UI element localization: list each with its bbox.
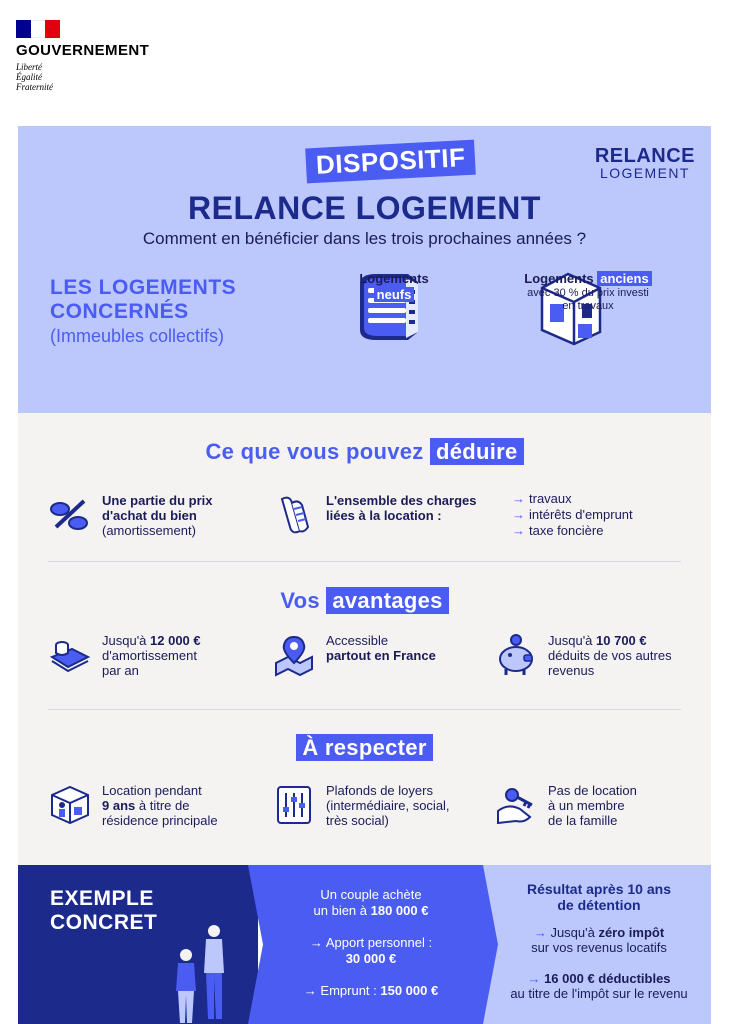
logements-anciens: Logements anciens avec 30 % du prix investi en travaux [498,271,678,313]
resultat-deductibles: → 16 000 € déductibles au titre de l'impôt sur le revenu [510,971,688,1001]
hero-panel [18,126,711,413]
map-pin-icon [272,633,316,677]
deduire-item-amortissement: Une partie du prix d'achat du bien (amortissement) [48,493,213,538]
french-flag-icon [16,20,60,38]
list-item: → travaux [512,491,572,506]
respecter-famille: Pas de location à un membre de la famille [494,783,637,828]
section-title-avantages: Vos avantages [18,588,711,614]
government-name: GOUVERNEMENT [16,42,150,59]
room-icon [48,783,92,827]
divider [48,709,681,710]
logements-concernes-heading: LES LOGEMENTS CONCERNÉS (Immeubles collectifs) [50,276,237,346]
details-panel [18,413,711,865]
avantage-amortissement: Jusqu'à 12 000 € d'amortissement par an [48,633,201,678]
list-item: → intérêts d'emprunt [512,507,633,522]
exemple-apport: → Apport personnel : 30 000 € [309,935,433,966]
republic-motto: Liberté Égalité Fraternité [16,62,53,92]
dispositif-tag: DISPOSITIF [305,140,476,184]
avantage-deduction: Jusqu'à 10 700 € déduits de vos autres revenus [494,633,672,678]
piggy-bank-icon [494,633,538,677]
respecter-duree: Location pendant 9 ans à titre de résidence principale [48,783,218,828]
section-title-respecter: À respecter [18,735,711,761]
list-item: → taxe foncière [512,523,604,538]
hand-key-icon [494,783,538,827]
charges-list [512,491,633,539]
resultat-title: Résultat après 10 ans de détention [527,881,671,913]
divider [48,561,681,562]
deduire-item-charges: L'ensemble des charges liées à la location : [272,493,477,537]
section-title-deduire: Ce que vous pouvez déduire [18,439,711,465]
page-subtitle: Comment en bénéficier dans les trois prochaines années ? [142,229,587,248]
relance-logement-logo: RELANCE LOGEMENT [594,145,695,181]
money-stack-icon [48,633,92,677]
exemple-title: EXEMPLE CONCRET [50,887,158,934]
couple-illustration [168,919,234,1024]
avantage-partout: Accessible partout en France [272,633,436,677]
government-logo [16,20,176,92]
respecter-plafonds: Plafonds de loyers (intermédiaire, social, très social) [272,783,450,828]
logements-neufs: Logements neufs [359,271,429,302]
exemple-emprunt: → Emprunt : 150 000 € [303,983,439,998]
page-title: RELANCE LOGEMENT [188,190,541,226]
percent-icon [48,493,92,537]
receipt-icon [272,493,316,537]
sliders-icon [272,783,316,827]
resultat-impot: → Jusqu'à zéro impôt sur vos revenus locatifs [531,925,667,955]
exemple-achat: Un couple achète un bien à 180 000 € [313,887,429,918]
exemple-panel [18,865,711,1024]
